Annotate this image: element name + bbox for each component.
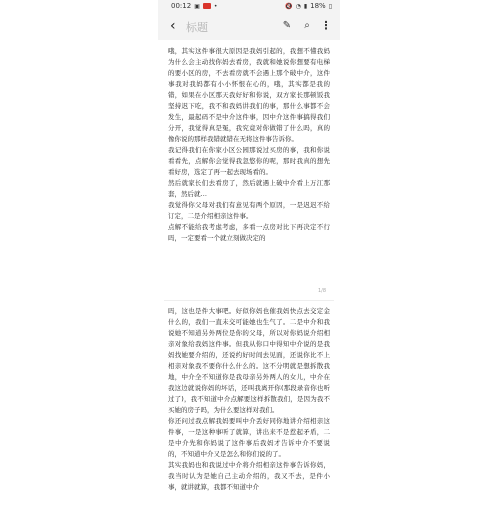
mute-icon: 🔇 — [285, 2, 293, 10]
edit-icon[interactable]: ✎ — [282, 20, 292, 31]
page-number: 1/8 — [317, 288, 326, 294]
phone-screen — [158, 0, 340, 532]
dot-icon: • — [213, 2, 218, 10]
note-page-2[interactable] — [164, 300, 334, 532]
note-body-2: 吗，这也是件大事吧。好似你妈也催我妈快点去交定金什么的，我们一直未交可能她也生气了。二是中介和我说她不知道另外两位是你的父母，所以对你妈说介绍相亲对象给我妈这件事。但我从你口中得知中介说的是我妈找她要介绍的，还说约好时间去见面，还说你比不上相亲对象我不要你什么什么的。这不分明就是想拆散我地，中介全不知道你是我母亲另外两人的女儿，中介在我这边就说你妈的坏话，还叫我离开你(那段录音你也听过了)，我不知道中介点解要这样拆散我们，是因为我不买她的房子吗，为什么要这样对我们。 你还问过我点解我妈要叫中介丢好同你地讲介绍相亲这件事，一是这种事听了就算，讲出来不是惹起矛盾，二是中介先和你妈说了这件事后我妈才告诉中介不要说的，不知道中介又是怎么和你们说的了。 其实我妈也和我说过中介将介绍相亲这件事告诉你妈，我当时认为是她自己主动介绍的，我又不去，是件小事，就讲就算，我都不知道中介 — [168, 307, 330, 491]
status-right — [285, 2, 332, 10]
title-bar — [158, 13, 340, 40]
note-page-1[interactable] — [164, 46, 334, 296]
battery-level: 18% — [310, 2, 326, 10]
status-left — [171, 2, 217, 10]
notification-icon — [203, 3, 211, 9]
note-body-1: 哦，其实这件事很大原因是我妈引起的，我想不懂我妈为什么会主动找你妈去看房，我就和她说你想要有电梯的要小区的房，不去看房就不会遇上那个破中介，这件事我对我妈都有小小怀恨在心的，哦，其实都是我的错，如果在小区那天我好好和你说，双方家长那顿饭我坚持迟下吃，我不和我妈讲我们的事，那什么事都不会发生，最起码不是中介这件事，因中介这件事搞得我们分开，我觉得真是冤，我究竟对你做错了什么吗，真的像你说的那样我错就错在无将这件事告诉你。 我记得我们在你家小区公园那说过买房的事，我和你说看看先，点解你会觉得我忽悠你的呢，那时我真的想先看好房，选定了再一起去现场看的。 然后就家长们去看房了，然后就遇上破中介看上万江那套，然后就… 我觉得你父母对我们有意见有两个原因，一是迟迟不给订定，二是介绍相亲这件事。 点解不能给我考虑考虑，多看一点房对比下再决定不行吗，一定要看一个就立刻做决定的 — [168, 47, 330, 242]
back-arrow-icon[interactable]: ‹ — [170, 18, 176, 34]
status-time: 00:12 — [171, 2, 192, 10]
search-icon[interactable]: ⌕ — [304, 20, 310, 31]
more-icon[interactable]: ⋮ — [320, 19, 332, 32]
note-title[interactable]: 标题 — [186, 21, 208, 34]
status-bar — [158, 0, 340, 13]
battery-icon: ▯ — [328, 2, 332, 10]
signal-icon: ▮ — [303, 2, 308, 10]
wifi-icon: ◔ — [295, 2, 301, 10]
photo-icon: ▣ — [194, 2, 200, 10]
